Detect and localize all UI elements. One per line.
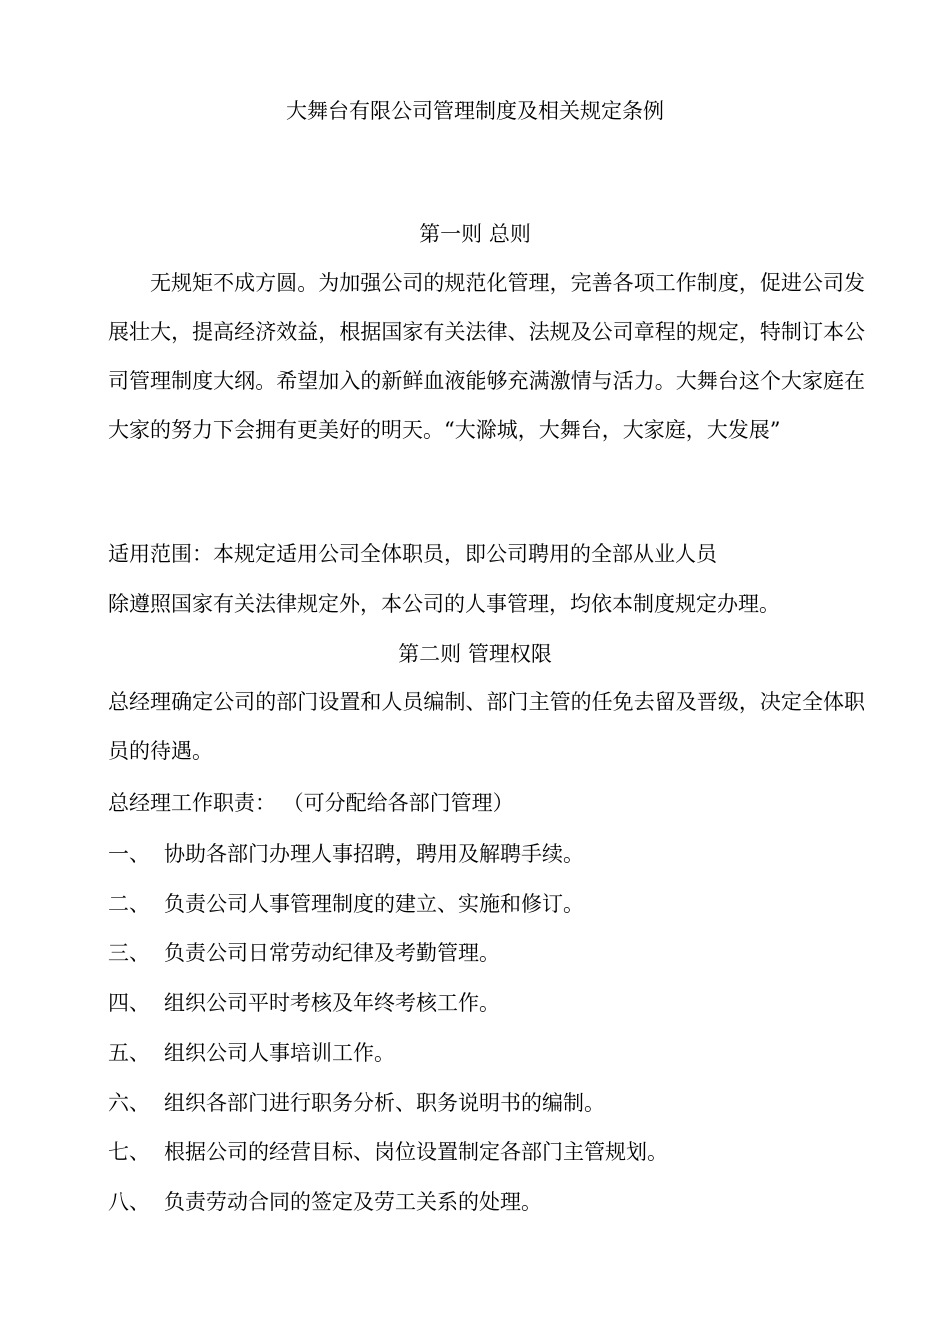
duties-title: 总经理工作职责： （可分配给各部门管理） xyxy=(108,791,514,815)
duty-item xyxy=(108,1038,395,1068)
scope-text: 适用范围：本规定适用公司全体职员，即公司聘用的全部从业人员 xyxy=(108,542,717,566)
section1-heading: 第一则 总则 xyxy=(419,222,531,246)
duty-number: 四、 xyxy=(108,991,150,1015)
duty-number: 六、 xyxy=(108,1091,150,1115)
duty-number: 八、 xyxy=(108,1190,150,1214)
duty-number: 二、 xyxy=(108,892,150,916)
duty-item xyxy=(108,1088,605,1118)
duty-item xyxy=(108,1137,668,1167)
duty-number: 七、 xyxy=(108,1140,150,1164)
duty-item xyxy=(108,839,584,869)
duty-text: 负责劳动合同的签定及劳工关系的处理。 xyxy=(164,1190,542,1214)
duty-text: 根据公司的经营目标、岗位设置制定各部门主管规划。 xyxy=(164,1140,668,1164)
duty-number: 三、 xyxy=(108,941,150,965)
duty-text: 负责公司人事管理制度的建立、实施和修订。 xyxy=(164,892,584,916)
gm-authority-paragraph: 总经理确定公司的部门设置和人员编制、部门主管的任免去留及晋级，决定全体职员的待遇。 xyxy=(108,690,865,763)
duty-text: 负责公司日常劳动纪律及考勤管理。 xyxy=(164,941,500,965)
duty-item xyxy=(108,889,584,919)
duty-text: 组织公司平时考核及年终考核工作。 xyxy=(164,991,500,1015)
duty-text: 组织各部门进行职务分析、职务说明书的编制。 xyxy=(164,1091,605,1115)
duty-item xyxy=(108,988,500,1018)
duty-text: 组织公司人事培训工作。 xyxy=(164,1041,395,1065)
scope-note-text: 除遵照国家有关法律规定外，本公司的人事管理，均依本制度规定办理。 xyxy=(108,592,780,616)
duty-item xyxy=(108,1187,542,1217)
section1-intro-paragraph: 无规矩不成方圆。为加强公司的规范化管理，完善各项工作制度，促进公司发展壮大，提高经济效益，根据国家有关法律、法规及公司章程的规定，特制订本公司管理制度大纲。希望加入的新鲜血液能够充满激情与活力。大舞台这个大家庭在大家的努力下会拥有更美好的明天。“大滁城，大舞台，大家庭，大发展” xyxy=(108,271,865,442)
duty-item xyxy=(108,938,500,968)
duty-number: 五、 xyxy=(108,1041,150,1065)
section2-heading: 第二则 管理权限 xyxy=(398,642,552,666)
document-title: 大舞台有限公司管理制度及相关规定条例 xyxy=(286,99,664,123)
duty-text: 协助各部门办理人事招聘，聘用及解聘手续。 xyxy=(164,842,584,866)
duty-number: 一、 xyxy=(108,842,150,866)
